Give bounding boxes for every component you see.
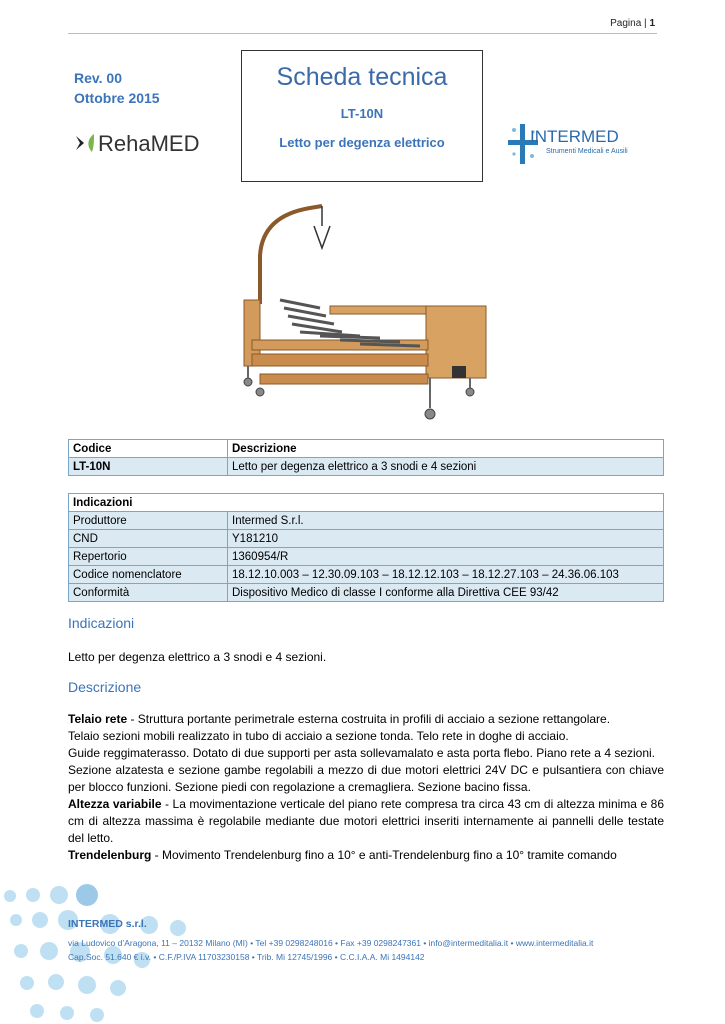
table-cell: Intermed S.r.l. bbox=[228, 512, 664, 530]
bed-image bbox=[230, 196, 500, 424]
table-row bbox=[69, 512, 664, 530]
table-cell: Codice nomenclatore bbox=[69, 566, 228, 584]
description-paragraph: Altezza variabile - La movimentazione verticale del piano rete compresa tra circa 43 cm di altezza minima e 86 cm di altezza massima è regolabile mediante due motori elettrici inseriti internamente ai pannelli delle testate del letto. bbox=[68, 797, 664, 845]
indications-text: Letto per degenza elettrico a 3 snodi e 4 sezioni. bbox=[68, 650, 327, 664]
description-paragraph: Telaio rete - Struttura portante perimetrale esterna costruita in profili di acciaio a sezione rettangolare. bbox=[68, 712, 611, 726]
intermed-logo bbox=[506, 122, 656, 168]
description-body bbox=[68, 711, 664, 864]
table-cell: Y181210 bbox=[228, 530, 664, 548]
footer-company: INTERMED s.r.l. bbox=[68, 918, 147, 930]
svg-text:RehaMED: RehaMED bbox=[98, 131, 200, 156]
table-cell: Produttore bbox=[69, 512, 228, 530]
svg-text:Strumenti Medicali e Ausili: Strumenti Medicali e Ausili bbox=[546, 148, 628, 155]
table-cell: 18.12.10.003 – 12.30.09.103 – 18.12.12.103 – 18.12.27.103 – 24.36.06.103 bbox=[228, 566, 664, 584]
description-heading: Descrizione bbox=[68, 679, 142, 695]
svg-text:INTERMED: INTERMED bbox=[530, 127, 619, 146]
rehamed-logo bbox=[74, 128, 234, 158]
description-paragraph: Guide reggimaterasso. Dotato di due supporti per asta sollevamalato e asta porta flebo. Piano rete a 4 sezioni. bbox=[68, 746, 656, 760]
page-number: Pagina | 1 bbox=[610, 18, 655, 29]
table-header-cell: Codice bbox=[69, 440, 228, 458]
table-cell: 1360954/R bbox=[228, 548, 664, 566]
footer-legal-line: Cap.Soc. 51.640 € i.v. • C.F./P.IVA 11703230158 • Trib. Mi 12745/1996 • C.C.I.A.A. Mi 1494142 bbox=[68, 952, 425, 962]
description-paragraph: Telaio sezioni mobili realizzato in tubo di acciaio a sezione tonda. Telo rete in doghe di acciaio. bbox=[68, 729, 569, 743]
document-title: Scheda tecnica bbox=[276, 63, 448, 91]
description-paragraph: Trendelenburg - Movimento Trendelenburg fino a 10° e anti-Trendelenburg fino a 10° tramite comando bbox=[68, 848, 617, 862]
table-row bbox=[69, 548, 664, 566]
footer-address bbox=[68, 936, 593, 964]
table-cell: Repertorio bbox=[69, 548, 228, 566]
revision-info bbox=[74, 68, 160, 108]
table-row bbox=[69, 584, 664, 602]
indications-table bbox=[68, 493, 664, 602]
revision-date: Ottobre 2015 bbox=[74, 90, 160, 106]
table-cell: LT-10N bbox=[69, 458, 228, 476]
indications-heading: Indicazioni bbox=[68, 615, 135, 631]
table-header-row bbox=[69, 440, 664, 458]
description-paragraph: Sezione alzatesta e sezione gambe regolabili a mezzo di due motori elettrici 24V DC e pulsantiera con chiave per blocco funzioni. Sezione piedi con regolazione a cremagliera. Sezione bacino fissa. bbox=[68, 763, 664, 794]
table-header-cell: Descrizione bbox=[228, 440, 664, 458]
model-code: LT-10N bbox=[340, 106, 384, 121]
table-header-row bbox=[69, 494, 664, 512]
table-cell: CND bbox=[69, 530, 228, 548]
product-subtitle: Letto per degenza elettrico bbox=[279, 135, 445, 150]
table-cell: Letto per degenza elettrico a 3 snodi e 4 sezioni bbox=[228, 458, 664, 476]
revision-label: Rev. 00 bbox=[74, 70, 122, 86]
table-cell: Conformità bbox=[69, 584, 228, 602]
code-table bbox=[68, 439, 664, 476]
table-row bbox=[69, 458, 664, 476]
title-box bbox=[241, 50, 483, 182]
footer-contact-line: via Ludovico d’Aragona, 11 – 20132 Milano (MI) • Tel +39 0298248016 • Fax +39 0298247361 • info@intermeditalia.it • www.intermeditalia.it bbox=[68, 938, 594, 948]
table-cell: Dispositivo Medico di classe I conforme alla Direttiva CEE 93/42 bbox=[228, 584, 664, 602]
table-row bbox=[69, 530, 664, 548]
table-row bbox=[69, 566, 664, 584]
table-header-cell: Indicazioni bbox=[69, 494, 664, 512]
header-divider bbox=[68, 33, 657, 34]
